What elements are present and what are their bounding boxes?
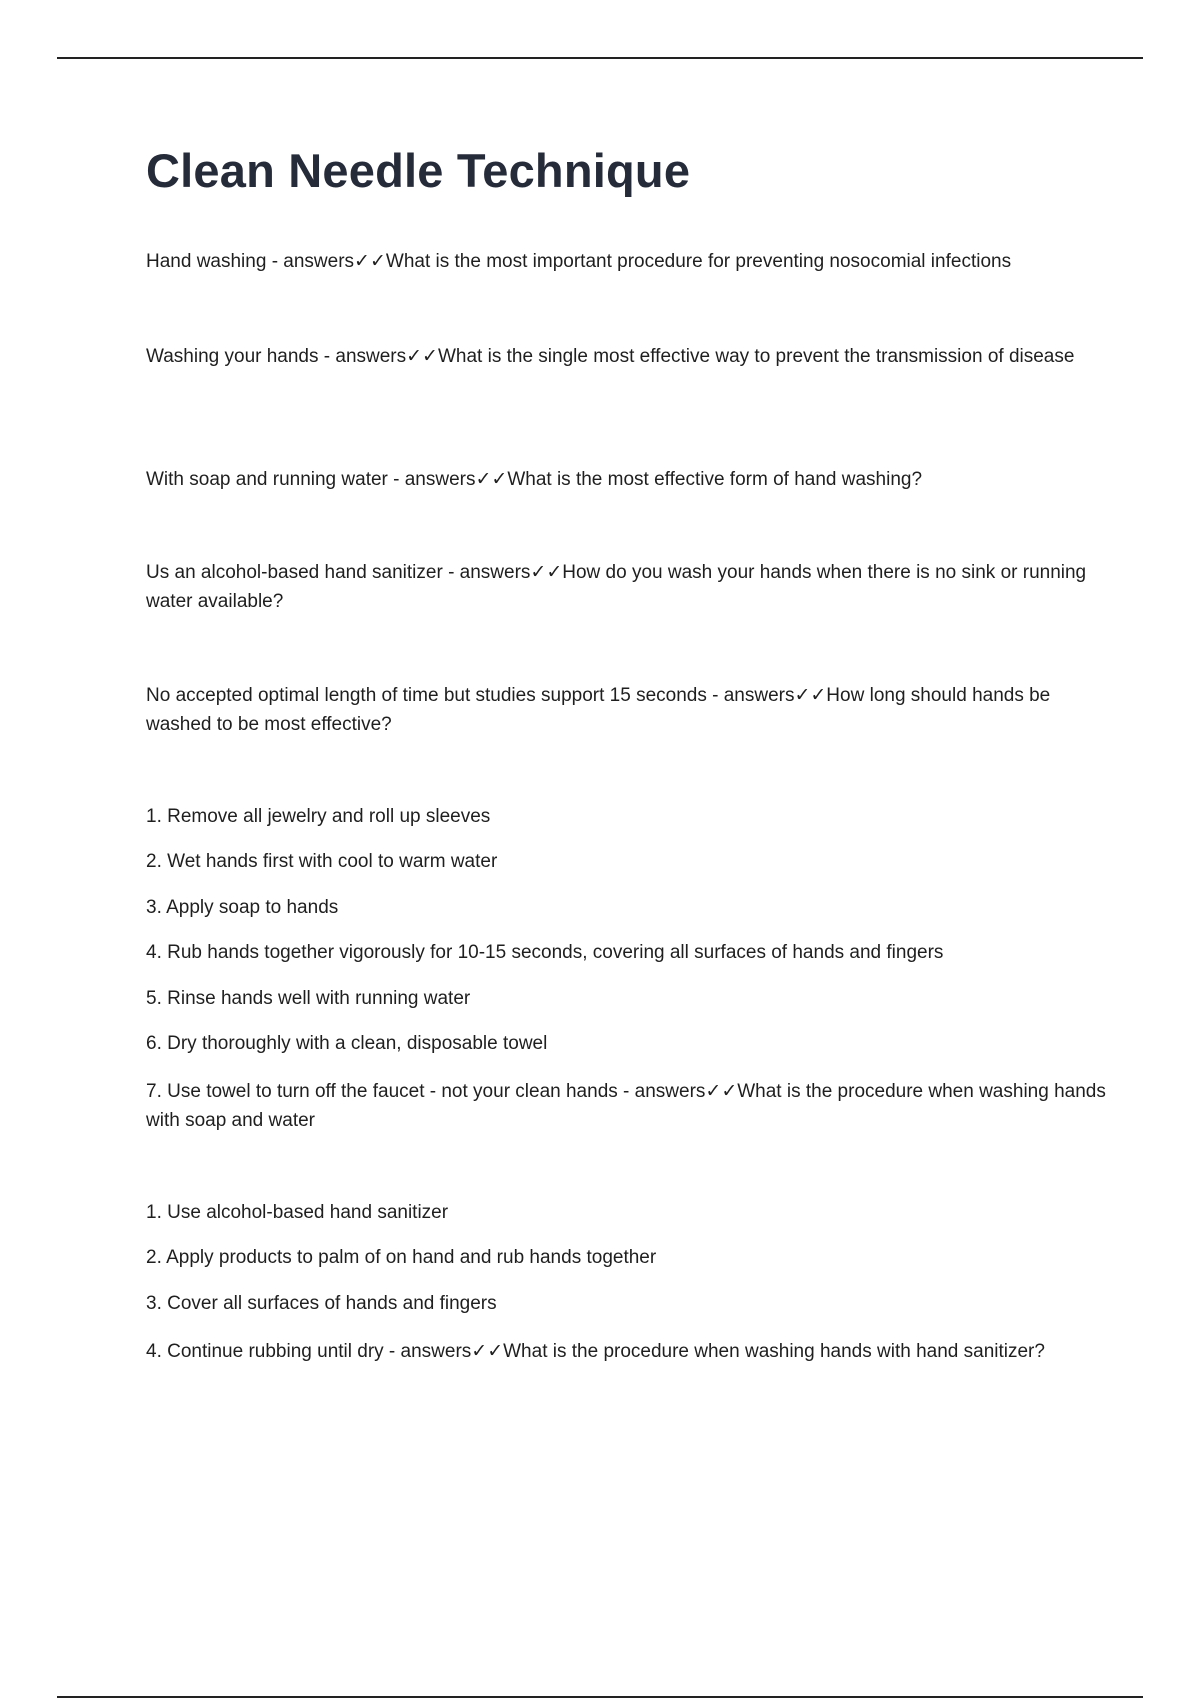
sanitizer-step-3: 3. Cover all surfaces of hands and fingers <box>146 1293 497 1314</box>
qa-item-4: Us an alcohol-based hand sanitizer - answers✓✓How do you wash your hands when there is no sink or running water available? <box>146 562 1087 612</box>
soap-step-2: 2. Wet hands first with cool to warm water <box>146 851 498 872</box>
qa-item-3: With soap and running water - answers✓✓What is the most effective form of hand washing? <box>146 469 923 490</box>
bottom-rule <box>57 1696 1143 1698</box>
qa-item-1: Hand washing - answers✓✓What is the most important procedure for preventing nosocomial infections <box>146 251 1012 272</box>
soap-step-4: 4. Rub hands together vigorously for 10-15 seconds, covering all surfaces of hands and fingers <box>146 942 944 963</box>
soap-step-1: 1. Remove all jewelry and roll up sleeves <box>146 806 491 827</box>
qa-item-5: No accepted optimal length of time but studies support 15 seconds - answers✓✓How long should hands be washed to be most effective? <box>146 685 1051 735</box>
soap-step-6: 6. Dry thoroughly with a clean, disposable towel <box>146 1033 548 1054</box>
page-title: Clean Needle Technique <box>146 144 691 197</box>
sanitizer-step-4: 4. Continue rubbing until dry - answers✓✓What is the procedure when washing hands with hand sanitizer? <box>146 1341 1045 1362</box>
top-rule <box>57 57 1143 59</box>
qa-item-2: Washing your hands - answers✓✓What is the single most effective way to prevent the transmission of disease <box>146 346 1075 367</box>
soap-step-3: 3. Apply soap to hands <box>146 897 339 918</box>
sanitizer-step-1: 1. Use alcohol-based hand sanitizer <box>146 1202 449 1223</box>
soap-step-5: 5. Rinse hands well with running water <box>146 988 471 1009</box>
soap-step-7: 7. Use towel to turn off the faucet - not your clean hands - answers✓✓What is the procedure when washing hands with soap and water <box>146 1081 1106 1131</box>
sanitizer-step-2: 2. Apply products to palm of on hand and rub hands together <box>146 1247 657 1268</box>
